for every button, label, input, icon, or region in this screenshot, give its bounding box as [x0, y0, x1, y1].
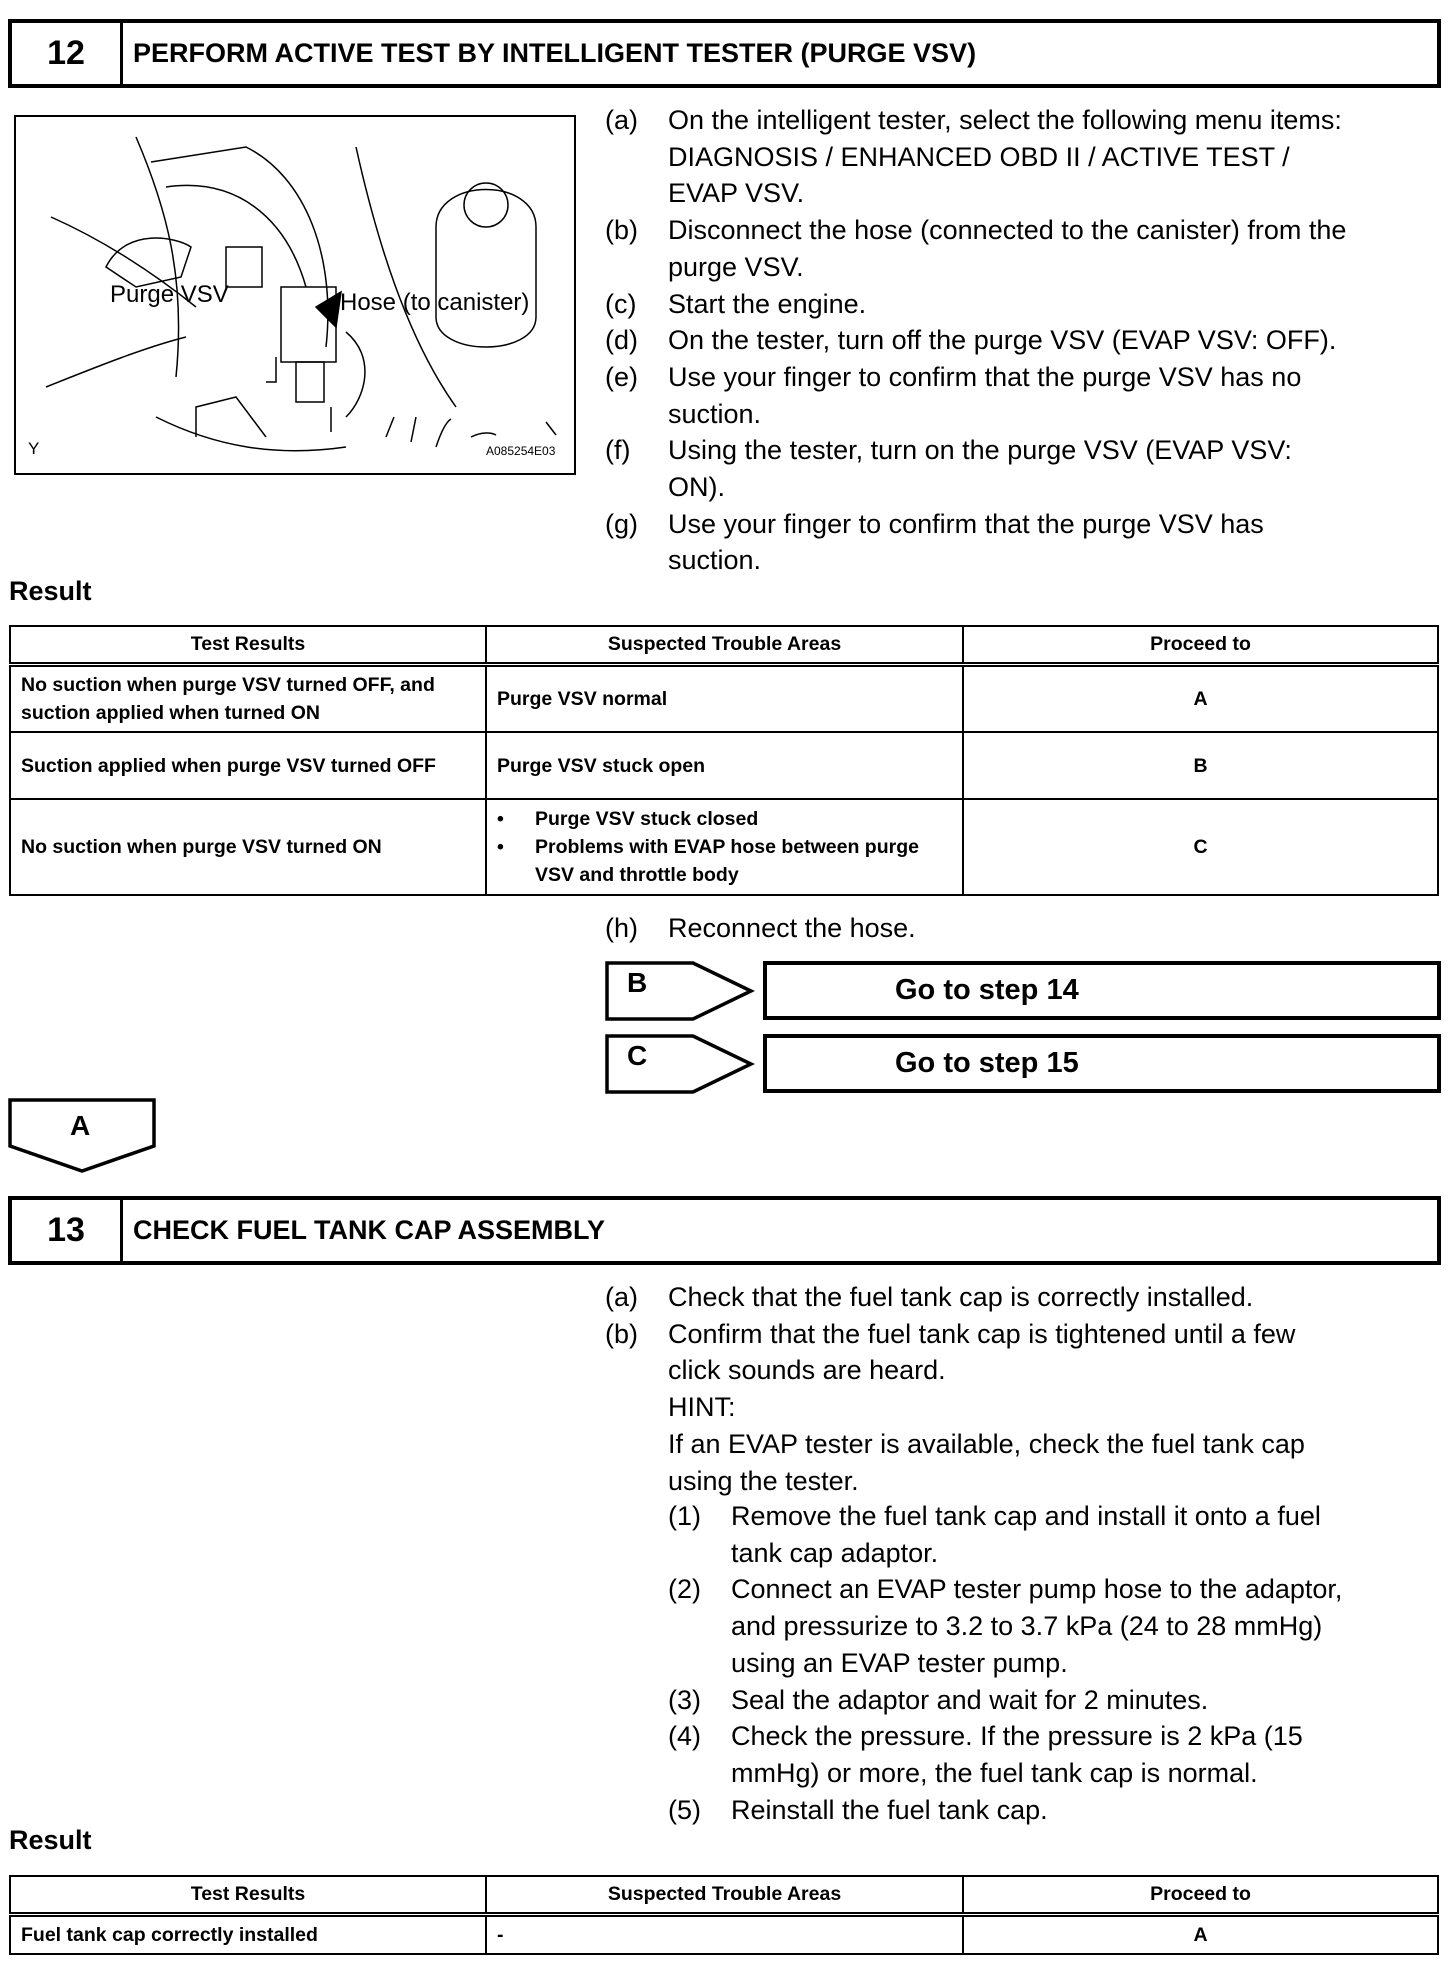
- text-line: tank cap adaptor.: [731, 1537, 939, 1568]
- table-row: [10, 664, 1438, 732]
- instruction-item: [605, 286, 1346, 323]
- text-line: using the tester.: [668, 1465, 859, 1496]
- figure-code: A085254E03: [486, 444, 556, 458]
- text-line: and pressurize to 3.2 to 3.7 kPa (24 to 28 mmHg): [731, 1611, 1323, 1642]
- col-test-results: Test Results: [10, 626, 486, 664]
- step-12-instructions: [605, 102, 1346, 579]
- instruction-item: [605, 432, 1346, 505]
- item-text: [668, 286, 866, 323]
- text-line: Check the pressure. If the pressure is 2 kPa (15: [731, 1721, 1303, 1752]
- text-line: mmHg) or more, the fuel tank cap is normal.: [731, 1757, 1258, 1788]
- result-table-12: [9, 625, 1439, 896]
- label-purge-vsv: Purge VSV: [110, 281, 229, 308]
- cell-result: No suction when purge VSV turned OFF, and suction applied when turned ON: [10, 664, 486, 732]
- go-to-step-14-button[interactable]: Go to step 14: [763, 961, 1441, 1020]
- instruction-item: [668, 1792, 1342, 1829]
- figure-corner-mark: Y: [28, 439, 40, 458]
- final-instruction: [605, 910, 916, 947]
- step-13-sub-instructions: [668, 1498, 1342, 1828]
- cell-area: Purge VSV normal: [486, 664, 963, 732]
- item-label: (b): [605, 215, 638, 246]
- instruction-item: [668, 1571, 1342, 1681]
- item-label: (g): [605, 508, 638, 539]
- cell-proceed: B: [963, 732, 1438, 799]
- text-line: Confirm that the fuel tank cap is tightened until a few: [668, 1318, 1296, 1349]
- item-text: [668, 102, 1342, 212]
- item-text: [731, 1682, 1208, 1719]
- text-line: Disconnect the hose (connected to the canister) from the: [668, 215, 1347, 246]
- branch-b-marker: [605, 961, 755, 1021]
- branch-label: C: [627, 1040, 648, 1071]
- text-line: using an EVAP tester pump.: [731, 1647, 1068, 1678]
- instruction-item: [605, 1279, 1305, 1316]
- instruction-item: [668, 1498, 1342, 1571]
- item-text: [668, 1279, 1253, 1316]
- cell-proceed: A: [963, 664, 1438, 732]
- instruction-item: [668, 1718, 1342, 1791]
- item-label: (b): [605, 1318, 638, 1349]
- cell-proceed: A: [963, 1914, 1438, 1954]
- item-label: (e): [605, 361, 638, 392]
- item-text: [668, 506, 1264, 579]
- item-label: (f): [605, 435, 631, 466]
- table-row: [10, 732, 1438, 799]
- text-line: Start the engine.: [668, 288, 867, 319]
- text-line: Check that the fuel tank cap is correctly installed.: [668, 1282, 1254, 1312]
- cell-result: Fuel tank cap correctly installed: [10, 1914, 486, 1954]
- col-suspected-areas: Suspected Trouble Areas: [486, 1876, 963, 1914]
- item-text: [668, 322, 1336, 359]
- instruction-item: [605, 212, 1346, 285]
- item-label: (d): [605, 325, 638, 356]
- area-bullet: • Problems with EVAP hose between purge VSV and throttle body: [497, 833, 952, 889]
- text-line: click sounds are heard.: [668, 1355, 946, 1386]
- item-label: (h): [605, 913, 638, 943]
- cell-area: -: [486, 1914, 963, 1954]
- text-line: EVAP VSV.: [668, 178, 805, 209]
- purge-vsv-illustration: [14, 115, 576, 475]
- item-text: Reconnect the hose.: [668, 913, 916, 943]
- text-line: HINT:: [668, 1392, 736, 1423]
- item-text: [731, 1498, 1321, 1571]
- text-line: DIAGNOSIS / ENHANCED OBD II / ACTIVE TEST /: [668, 141, 1290, 172]
- step-12-header: [8, 19, 1441, 88]
- col-proceed-to: Proceed to: [963, 1876, 1438, 1914]
- text-line: Use your finger to confirm that the purge VSV has: [668, 508, 1264, 539]
- text-line: Using the tester, turn on the purge VSV (EVAP VSV:: [668, 435, 1292, 466]
- instruction-item: [605, 506, 1346, 579]
- result-heading: Result: [9, 576, 92, 606]
- item-label: (2): [668, 1574, 701, 1605]
- next-a-marker: [8, 1098, 156, 1174]
- instruction-item: [605, 359, 1346, 432]
- item-label: (c): [605, 288, 637, 319]
- item-text: [668, 432, 1292, 505]
- col-suspected-areas: Suspected Trouble Areas: [486, 626, 963, 664]
- result-table-13: [9, 1875, 1439, 1955]
- item-label: (1): [668, 1501, 701, 1531]
- item-label: (a): [605, 105, 638, 135]
- cell-area: [486, 799, 963, 895]
- item-text: [731, 1718, 1303, 1791]
- item-label: (3): [668, 1684, 701, 1715]
- text-line: On the intelligent tester, select the following menu items:: [668, 105, 1342, 135]
- step-13-instructions: [605, 1279, 1305, 1499]
- text-line: Seal the adaptor and wait for 2 minutes.: [731, 1684, 1209, 1715]
- step-number: 13: [12, 1200, 123, 1261]
- area-bullet: • Purge VSV stuck closed: [497, 805, 952, 833]
- label-hose: Hose (to canister): [340, 289, 530, 316]
- item-label: (a): [605, 1282, 638, 1312]
- item-text: [668, 212, 1346, 285]
- text-line: ON).: [668, 472, 725, 503]
- item-text: [731, 1792, 1048, 1829]
- branch-c-marker: [605, 1034, 755, 1094]
- text-line: Connect an EVAP tester pump hose to the adaptor,: [731, 1574, 1343, 1605]
- instruction-item: [605, 322, 1346, 359]
- col-test-results: Test Results: [10, 1876, 486, 1914]
- table-row: [10, 799, 1438, 895]
- text-line: purge VSV.: [668, 251, 804, 282]
- instruction-item: [668, 1682, 1342, 1719]
- cell-result: No suction when purge VSV turned ON: [10, 799, 486, 895]
- step-title: CHECK FUEL TANK CAP ASSEMBLY: [133, 1215, 606, 1245]
- text-line: Reinstall the fuel tank cap.: [731, 1794, 1048, 1825]
- text-line: If an EVAP tester is available, check the fuel tank cap: [668, 1428, 1305, 1459]
- item-text: [731, 1571, 1342, 1681]
- instruction-item: [605, 1316, 1305, 1500]
- step-13-header: [8, 1196, 1441, 1265]
- step-number: 12: [12, 23, 123, 84]
- step-title: PERFORM ACTIVE TEST BY INTELLIGENT TESTER (PURGE VSV): [133, 38, 977, 68]
- col-proceed-to: Proceed to: [963, 626, 1438, 664]
- next-label: A: [70, 1110, 91, 1141]
- text-line: Use your finger to confirm that the purge VSV has no: [668, 361, 1302, 392]
- item-label: (4): [668, 1721, 701, 1752]
- text-line: On the tester, turn off the purge VSV (EVAP VSV: OFF).: [668, 325, 1337, 356]
- table-row: [10, 1914, 1438, 1954]
- go-to-step-15-button[interactable]: Go to step 15: [763, 1034, 1441, 1093]
- branch-label: B: [627, 967, 648, 998]
- result-heading: Result: [9, 1825, 92, 1855]
- cell-result: Suction applied when purge VSV turned OFF: [10, 732, 486, 799]
- text-line: suction.: [668, 398, 762, 429]
- item-label: (5): [668, 1794, 701, 1825]
- cell-proceed: C: [963, 799, 1438, 895]
- item-text: [668, 359, 1301, 432]
- cell-area: Purge VSV stuck open: [486, 732, 963, 799]
- text-line: Remove the fuel tank cap and install it onto a fuel: [731, 1501, 1321, 1531]
- instruction-item: [605, 102, 1346, 212]
- text-line: suction.: [668, 545, 762, 576]
- item-text: [668, 1316, 1305, 1500]
